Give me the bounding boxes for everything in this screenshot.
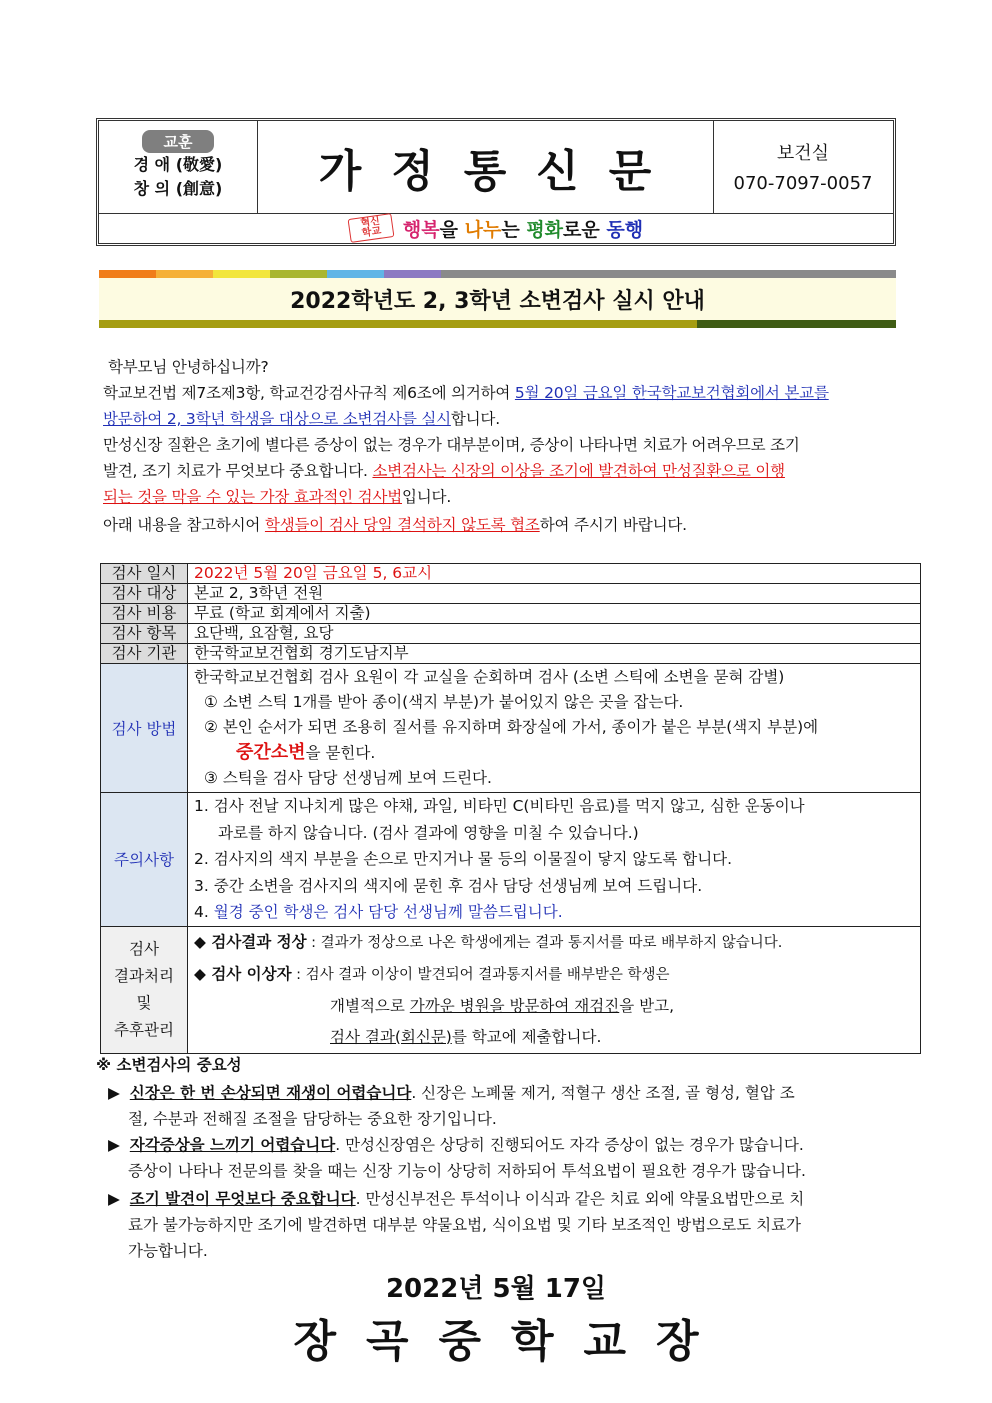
intro-paragraph-1 [103,380,898,432]
stripe-segment-12 [782,270,839,278]
result-normal [194,927,914,959]
office-contact [713,121,893,213]
stripe-segment-2 [213,270,270,278]
table-row [101,926,921,1053]
exam-info-table [100,563,921,1054]
b2-head: 자각증상을 느끼기 어렵습니다 [129,1136,336,1154]
result-normal-head: ◆ 검사결과 정상 [194,932,307,951]
method-step-2b-rest: 을 묻힌다. [305,744,376,762]
motto-badge: 교훈 [142,130,215,153]
slogan-word-3: 는 [501,218,527,241]
bullet-icon: ▶ [108,1084,130,1102]
school-slogan [99,213,893,243]
result-abn-2a: 개별적으로 [330,996,410,1015]
b2-rest: . 만성신장염은 상당히 진행되어도 자각 증상이 없는 경우가 많습니다. [335,1136,804,1154]
bullet-icon: ▶ [108,1190,130,1208]
result-abn-line-3 [194,1022,914,1053]
table-row [101,664,921,793]
slogan-word-5: 로운 [563,218,607,241]
b1-rest: . 신장은 노폐물 제거, 적혈구 생산 조절, 골 형성, 혈압 조 [411,1084,795,1102]
result-abn-head: ◆ 검사 이상자 [194,964,292,983]
b3-line-3: 가능합니다. [128,1242,208,1260]
items-value: 요단백, 요잠혈, 요당 [188,624,921,644]
b3-line-2: 료가 불가능하지만 조기에 발견하면 대부분 약물요법, 식이요법 및 기타 보조적인 방법으로도 치료가 [128,1216,802,1234]
stripe-segment-9 [611,270,668,278]
cost-value: 무료 (학교 회계에서 지출) [188,604,921,624]
caution-2: 2. 검사지의 색지 부분을 손으로 만지거나 물 등의 이물질이 닿지 않도록 합니다. [194,850,733,868]
b3-head: 조기 발견이 무엇보다 중요합니다 [129,1190,356,1208]
b3-rest: . 만성신부전은 투석이나 이식과 같은 치료 외에 약물요법만으로 치 [355,1190,805,1208]
stripe-segment-0 [99,270,156,278]
table-row [101,793,921,927]
result-label-4: 추후관리 [114,1020,174,1039]
p2-text-e: 입니다. [402,488,452,506]
stripe-segment-11 [725,270,782,278]
result-abn-3b: 를 학교에 제출합니다. [451,1027,602,1046]
newsletter-title: 가정통신문 [318,146,682,197]
p2-text-a: 만성신장 질환은 초기에 별다른 증상이 없는 경우가 대부분이며, 증상이 나타나면 치료가 어려우므로 조기 [103,436,800,454]
p1-text-b: 5월 20일 금요일 한국학교보건협회에서 본교를 [514,384,829,402]
stripe-segment-6 [441,270,498,278]
cost-label: 검사 비용 [101,604,188,624]
motto-line-1: 경 애 (敬愛) [133,155,223,174]
issue-date: 2022년 5월 17일 [385,1274,607,1304]
caution-1b: 과로를 하지 않습니다. (검사 결과에 영향을 미칠 수 있습니다.) [218,823,639,842]
p1-text-c: 방문하여 2, 3학년 학생을 대상으로 소변검사를 실시 [103,410,451,428]
stripe-segment-7 [497,270,554,278]
table-row [101,564,921,584]
result-abnormal [194,959,914,991]
newsletter-header [96,118,896,246]
banner-bottom-stripes [99,320,896,328]
office-name: 보건실 [776,143,830,164]
b1-head: 신장은 한 번 손상되면 재생이 어렵습니다 [129,1084,412,1102]
result-label [101,926,188,1053]
method-step-3: ③ 스틱을 검사 담당 선생님께 보여 드린다. [204,769,492,787]
intro-paragraph-2 [103,432,898,510]
slogan-word-4: 평화 [526,218,564,241]
items-label: 검사 항목 [101,624,188,644]
method-step-2: ② 본인 순서가 되면 조용히 질서를 유지하며 화장실에 가서, 종이가 붙은 부분(색지 부분)에 [204,718,819,736]
method-step-2b [194,740,914,766]
target-label: 검사 대상 [101,584,188,604]
notice-title-banner [99,278,896,320]
org-label: 검사 기관 [101,644,188,664]
importance-bullet-1 [108,1080,898,1132]
banner-top-stripes [99,270,896,278]
logo-text-1: 혁신 [359,215,381,230]
p1-text-a: 학교보건법 제7조제3항, 학교건강검사규칙 제6조에 의거하여 [103,384,515,402]
method-value [188,664,921,793]
result-normal-text: : 결과가 정상으로 나온 학생에게는 결과 통지서를 따로 배부하지 않습니다. [306,934,783,951]
p2-text-c: 소변검사는 신장의 이상을 조기에 발견하여 만성질환으로 이행 [372,462,785,480]
school-motto [99,121,258,213]
date-label: 검사 일시 [101,564,188,584]
result-label-3: 및 [136,993,152,1012]
target-value: 본교 2, 3학년 전원 [188,584,921,604]
table-row [101,624,921,644]
notice-title: 2022학년도 2, 3학년 소변검사 실시 안내 [290,288,705,314]
slogan-text [403,215,643,242]
slogan-word-0: 행복 [402,218,440,241]
b2-line-2: 증상이 나타나 전문의를 찾을 때는 신장 기능이 상당히 저하되어 투석요법이 필요한 경우가 많습니다. [128,1162,806,1180]
p2-text-d: 되는 것을 막을 수 있는 가장 효과적인 검사법 [103,488,403,506]
slogan-word-1: 을 [439,218,465,241]
caution-4-num: 4. [194,903,214,921]
table-row [101,604,921,624]
motto-line-2: 창 의 (創意) [133,179,223,198]
innovation-school-logo [347,213,394,243]
title-cell [257,121,714,213]
result-abn-3a: 검사 결과(회신문) [330,1027,452,1046]
midstream-urine-text: 중간소변 [236,742,306,763]
bullet-icon: ▶ [108,1136,130,1154]
result-label-2: 결과처리 [114,966,174,985]
p3-text-a: 아래 내용을 참고하시어 [103,516,265,534]
table-row [101,584,921,604]
result-abn-2b: 가까운 병원을 방문하여 재검진 [409,996,620,1015]
method-intro: 한국학교보건협회 검사 요원이 각 교실을 순회하며 검사 (소변 스틱에 소변을 묻혀 감별) [194,668,785,686]
stripe-segment-1 [156,270,213,278]
caution-1: 1. 검사 전날 지나치게 많은 야채, 과일, 비타민 C(비타민 음료)를 먹지 않고, 심한 운동이나 [194,797,805,815]
bottom-stripe-segment-0 [99,320,697,328]
result-abn-2c: 을 받고, [619,996,675,1015]
stripe-segment-8 [554,270,611,278]
stripe-segment-4 [327,270,384,278]
caution-4 [194,899,914,926]
stripe-segment-3 [270,270,327,278]
stripe-segment-5 [384,270,441,278]
result-abn-text: : 검사 결과 이상이 발견되어 결과통지서를 배부받은 학생은 [291,966,670,983]
stripe-segment-13 [839,270,896,278]
slogan-word-6: 동행 [606,218,644,241]
table-row [101,644,921,664]
method-label: 검사 방법 [101,664,188,793]
importance-bullet-3 [108,1186,898,1264]
stripe-segment-10 [668,270,725,278]
greeting: 학부모님 안녕하십니까? [108,358,269,376]
org-value: 한국학교보건협회 경기도남지부 [188,644,921,664]
p1-text-d: 합니다. [450,410,500,428]
result-label-1: 검사 [129,939,159,958]
caution-4-text: 월경 중인 학생은 검사 담당 선생님께 말씀드립니다. [213,903,563,921]
p3-text-b: 학생들이 검사 당일 결석하지 않도록 협조 [264,516,540,534]
result-abn-line-2 [194,991,914,1022]
logo-text-2: 학교 [361,225,382,240]
date-value: 2022년 5월 20일 금요일 5, 6교시 [188,564,921,584]
importance-bullet-2 [108,1132,898,1184]
b1-line-2: 절, 수분과 전해질 조절을 담당하는 중요한 장기입니다. [128,1110,497,1128]
bottom-stripe-segment-1 [697,320,896,328]
result-value [188,926,921,1053]
office-phone: 070-7097-0057 [733,173,873,194]
importance-heading: ※ 소변검사의 중요성 [96,1056,242,1074]
caution-value [188,793,921,927]
principal-signature: 장곡중학교장 [293,1316,729,1367]
caution-3: 3. 중간 소변을 검사지의 색지에 묻힌 후 검사 담당 선생님께 보여 드립니다. [194,876,703,895]
intro-paragraph-3 [103,512,898,538]
header-top-row [99,121,893,214]
method-step-1: ① 소변 스틱 1개를 받아 종이(색지 부분)가 붙어있지 않은 곳을 잡는다. [204,693,684,711]
p2-text-b: 발견, 조기 치료가 무엇보다 중요합니다. [103,462,373,480]
slogan-word-2: 나누 [464,218,502,241]
caution-label: 주의사항 [101,793,188,927]
p3-text-c: 하여 주시기 바랍니다. [539,516,687,534]
